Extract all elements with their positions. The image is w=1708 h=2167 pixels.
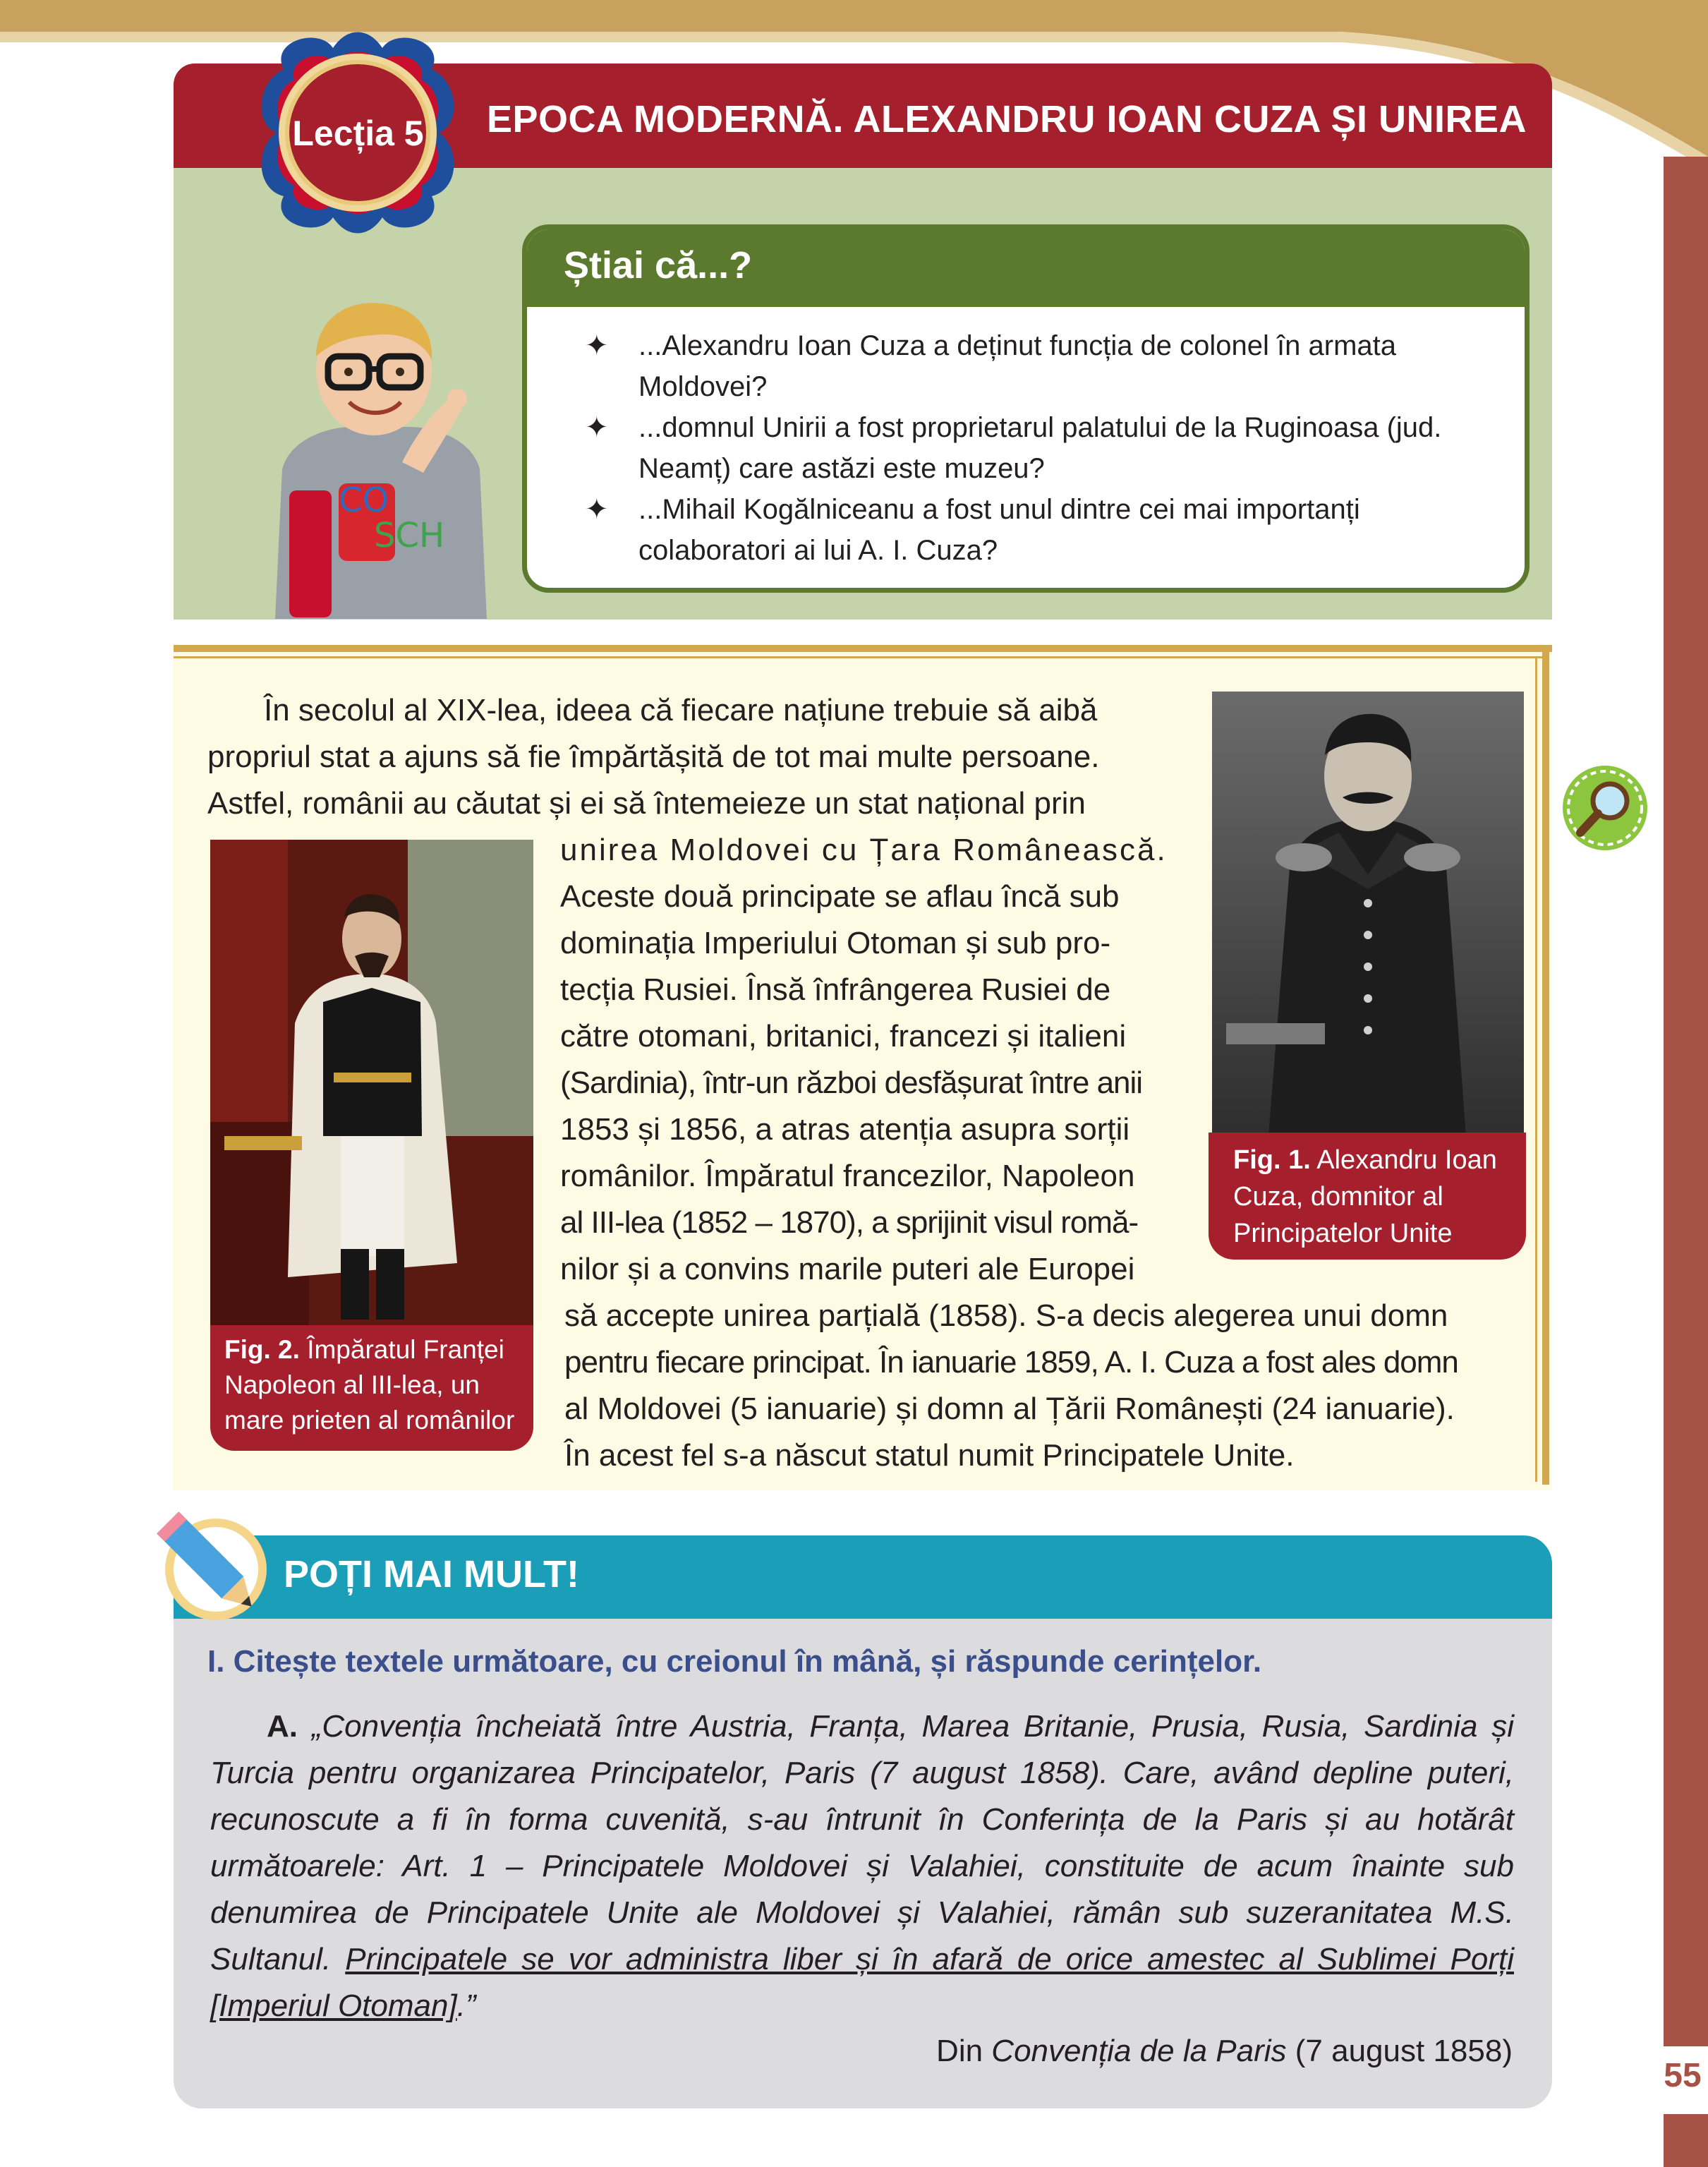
- fig2-label: Fig. 2.: [224, 1335, 300, 1364]
- task-instruction: I. Citește textele următoare, cu creionul în mână, și răspunde cerințelor.: [207, 1644, 1262, 1679]
- body-line: al III-lea (1852 – 1870), a sprijinit visul romă-: [560, 1205, 1139, 1240]
- panel-frame: [174, 645, 1552, 652]
- body-line: În acest fel s-a născut statul numit Principatele Unite.: [564, 1438, 1295, 1473]
- fig2-caption: [224, 1332, 531, 1438]
- body-line: să accepte unirea parțială (1858). S-a decis alegerea unui domn: [564, 1298, 1448, 1333]
- star-bullet-icon: ✦: [585, 412, 609, 443]
- fig1-cuza-photo: [1212, 692, 1524, 1136]
- page-number: 55: [1664, 2057, 1702, 2094]
- fig1-label: Fig. 1.: [1233, 1145, 1311, 1175]
- fact-item: ...domnul Unirii a fost proprietarul palatului de la Ruginoasa (jud. Neamț) care astăzi este muzeu?: [638, 412, 1442, 484]
- source-quote-end: .”: [456, 1988, 476, 2023]
- body-line: 1853 și 1856, a atras atenția asupra sorții: [560, 1112, 1130, 1147]
- body-line: către otomani, britanici, francezi și italieni: [560, 1019, 1127, 1054]
- svg-text:SCH: SCH: [374, 516, 445, 555]
- panel-frame: [1542, 645, 1549, 1485]
- citation-prefix: Din: [936, 2034, 992, 2068]
- lesson-badge-label: Lecția 5: [292, 114, 424, 153]
- did-you-know-box: [522, 224, 1530, 593]
- fact-item: ...Mihail Kogălniceanu a fost unul dintre cei mai importanți colaboratori ai lui A. I. Cuza?: [638, 494, 1360, 566]
- source-document-text: [210, 1703, 1514, 2029]
- panel-frame: [174, 656, 1542, 658]
- citation-title: Convenția de la Paris: [991, 2034, 1287, 2068]
- panel-frame: [1535, 656, 1537, 1482]
- citation-suffix: (7 august 1858): [1286, 2034, 1513, 2068]
- exercise-title: POȚI MAI MULT!: [284, 1553, 579, 1595]
- body-line: În secolul al XIX-lea, ideea că fiecare națiune trebuie să aibă: [264, 693, 1098, 728]
- source-label: A.: [267, 1709, 298, 1744]
- body-line: pentru fiecare principat. În ianuarie 1859, A. I. Cuza a fost ales domn: [564, 1345, 1458, 1380]
- fig2-napoleon-painting: [210, 840, 533, 1325]
- pencil-icon: [154, 1504, 269, 1624]
- fig1-caption: [1233, 1142, 1519, 1252]
- fact-item: ...Alexandru Ioan Cuza a deținut funcția de colonel în armata Moldovei?: [638, 330, 1397, 402]
- svg-text:CO: CO: [339, 481, 389, 520]
- body-line: propriul stat a ajuns să fie împărtășită de tot mai multe persoane.: [207, 740, 1100, 774]
- body-line: unirea Moldovei cu Țara Românească.: [560, 833, 1168, 867]
- side-band: [1664, 157, 1708, 2167]
- body-line: dominația Imperiului Otoman și sub pro-: [560, 926, 1111, 960]
- body-line: Astfel, românii au căutat și ei să întemeieze un stat național prin: [207, 786, 1086, 821]
- source-quote: „Convenția încheiată între Austria, Franța, Marea Britanie, Prusia, Rusia, Sardinia și Turcia pentru organizarea Principatelor, Paris (7 august 1858). Care, având depline puteri, recunoscute a fi în forma cuvenită, s-au întrunit în Conferința de la Paris și au hotărât următoarele: Art. 1 – Principatele Moldovei și Valahiei, constituite de acum înainte sub denumirea de Principatele Unite ale Moldovei și Valahiei, rămân sub suzeranitatea M.S. Sultanul.: [210, 1709, 1514, 1976]
- did-you-know-title: Știai că...?: [564, 244, 753, 286]
- fig1-caption-text: Alexandru Ioan Cuza, domnitor al Principatelor Unite: [1233, 1145, 1497, 1248]
- body-line: nilor și a convins marile puteri ale Europei: [560, 1252, 1135, 1286]
- star-bullet-icon: ✦: [585, 330, 609, 361]
- magnifier-icon[interactable]: [1559, 762, 1651, 854]
- body-line: românilor. Împăratul francezilor, Napoleon: [560, 1159, 1135, 1193]
- body-line: tecția Rusiei. Însă înfrângerea Rusiei de: [560, 972, 1111, 1007]
- lesson-title: EPOCA MODERNĂ. ALEXANDRU IOAN CUZA ȘI UNIREA: [487, 98, 1527, 140]
- kid-illustration: [261, 293, 501, 619]
- body-line: Aceste două principate se aflau încă sub: [560, 879, 1120, 914]
- source-citation: [847, 2034, 1513, 2069]
- source-quote-underlined: Principatele se vor administra liber și în afară de orice amestec al Sublimei Porți [Imperiul Otoman]: [210, 1942, 1514, 2023]
- body-line: al Moldovei (5 ianuarie) și domn al Țării Românești (24 ianuarie).: [564, 1392, 1455, 1426]
- body-line: (Sardinia), într-un război desfășurat între anii: [560, 1066, 1143, 1100]
- star-bullet-icon: ✦: [585, 494, 609, 525]
- fig2-caption-text: Împăratul Franței Napoleon al III-lea, un mare prieten al românilor: [224, 1335, 515, 1435]
